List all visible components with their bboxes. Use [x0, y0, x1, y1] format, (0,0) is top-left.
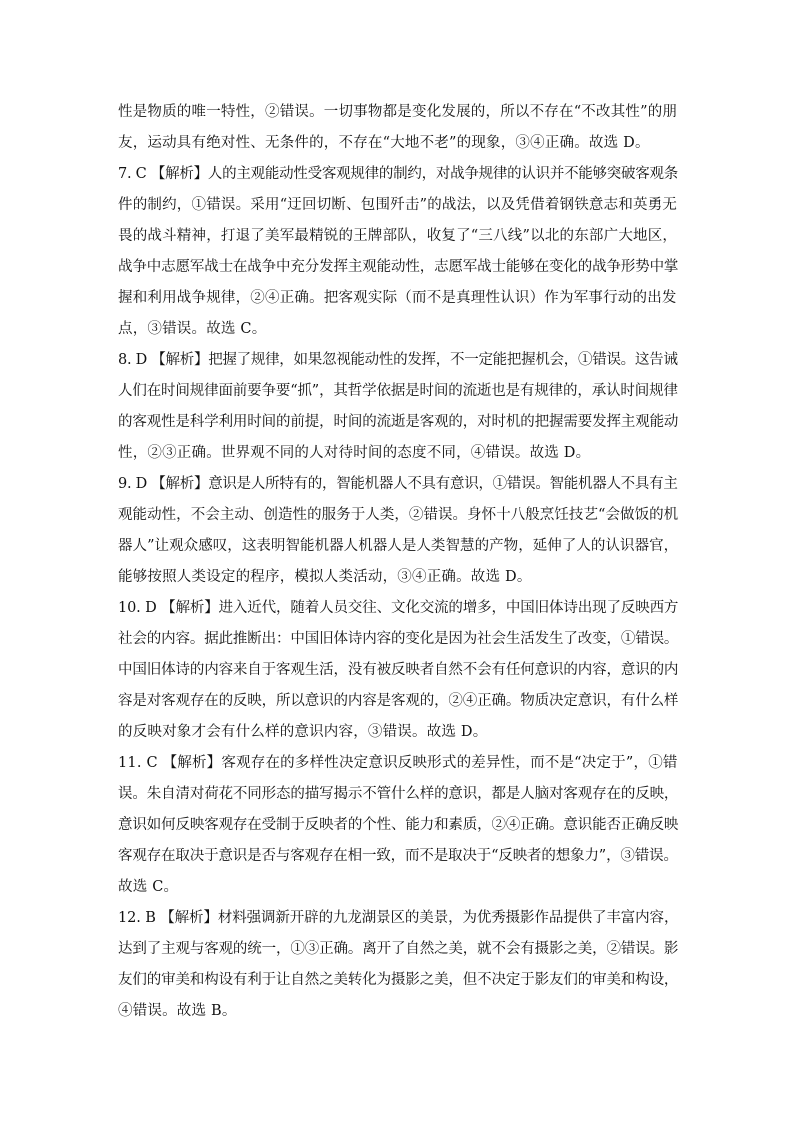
- text-line: ④错误。故选 B。: [118, 1003, 237, 1019]
- text-line: 8. D 【解析】把握了规律，如果忽视能动性的发挥，不一定能把握机会，①错误。这告诫: [118, 352, 678, 368]
- text-line: 器人”让观众感叹，这表明智能机器人机器人是人类智慧的产物，延伸了人的认识器官，: [118, 538, 679, 554]
- text-line: 性，②③正确。世界观不同的人对待时间的态度不同，④错误。故选 D。: [118, 445, 591, 461]
- text-line: 点，③错误。故选 C。: [118, 321, 267, 337]
- text-line: 11. C 【解析】客观存在的多样性决定意识反映形式的差异性，而不是“决定于”，①错: [118, 755, 678, 771]
- text-line: 观能动性，不会主动、创造性的服务于人类，②错误。身怀十八般烹饪技艺“会做饭的机: [118, 507, 679, 523]
- text-line: 的客观性是科学利用时间的前提，时间的流逝是客观的，对时机的把握需要发挥主观能动: [118, 414, 679, 430]
- text-line: 友，运动具有绝对性、无条件的，不存在“大地不老”的现象，③④正确。故选 D。: [118, 135, 650, 151]
- text-line: 能够按照人类设定的程序，模拟人类活动，③④正确。故选 D。: [118, 569, 532, 585]
- text-line: 7. C 【解析】人的主观能动性受客观规律的制约，对战争规律的认识并不能够突破客观条: [118, 166, 679, 182]
- text-line: 10. D 【解析】进入近代，随着人员交往、文化交流的增多，中国旧体诗出现了反映西方: [118, 600, 679, 616]
- text-line: 畏的战斗精神，打退了美军最精锐的王牌部队，收复了“三八线”以北的东部广大地区，: [118, 228, 678, 244]
- text-line: 达到了主观与客观的统一，①③正确。离开了自然之美，就不会有摄影之美，②错误。影: [118, 941, 679, 957]
- text-line: 人们在时间规律面前要争要“抓”，其哲学依据是时间的流逝也是有规律的，承认时间规律: [118, 383, 678, 399]
- text-line: 故选 C。: [118, 879, 179, 895]
- text-line: 12. B 【解析】材料强调新开辟的九龙湖景区的美景，为优秀摄影作品提供了丰富内容，: [118, 910, 679, 926]
- text-line: 社会的内容。据此推断出：中国旧体诗内容的变化是因为社会生活发生了改变，①错误。: [118, 631, 679, 647]
- text-line: 意识如何反映客观存在受制于反映者的个性、能力和素质，②④正确。意识能否正确反映: [118, 817, 679, 833]
- text-line: 容是对客观存在的反映，所以意识的内容是客观的，②④正确。物质决定意识，有什么样: [118, 693, 679, 709]
- text-line: 件的制约，①错误。采用“迂回切断、包围歼击”的战法，以及凭借着钢铁意志和英勇无: [118, 197, 678, 213]
- text-line: 战争中志愿军战士在战争中充分发挥主观能动性，志愿军战士能够在变化的战争形势中掌: [118, 259, 679, 275]
- text-line: 9. D 【解析】意识是人所特有的，智能机器人不具有意识，①错误。智能机器人不具有主: [118, 476, 678, 492]
- text-line: 性是物质的唯一特性，②错误。一切事物都是变化发展的，所以不存在“不改其性”的朋: [118, 104, 678, 120]
- answer-explanations: [118, 97, 678, 1027]
- text-line: 握和利用战争规律，②④正确。把客观实际（而不是真理性认识）作为军事行动的出发: [118, 290, 677, 306]
- text-line: 客观存在取决于意识是否与客观存在相一致，而不是取决于“反映者的想象力”，③错误。: [118, 848, 678, 864]
- text-line: 中国旧体诗的内容来自于客观生活，没有被反映者自然不会有任何意识的内容，意识的内: [118, 662, 679, 678]
- text-line: 的反映对象才会有什么样的意识内容，③错误。故选 D。: [118, 724, 488, 740]
- text-line: 误。朱自清对荷花不同形态的描写揭示不管什么样的意识，都是人脑对客观存在的反映，: [118, 786, 679, 802]
- text-line: 友们的审美和构设有利于让自然之美转化为摄影之美，但不决定于影友们的审美和构设，: [118, 972, 679, 988]
